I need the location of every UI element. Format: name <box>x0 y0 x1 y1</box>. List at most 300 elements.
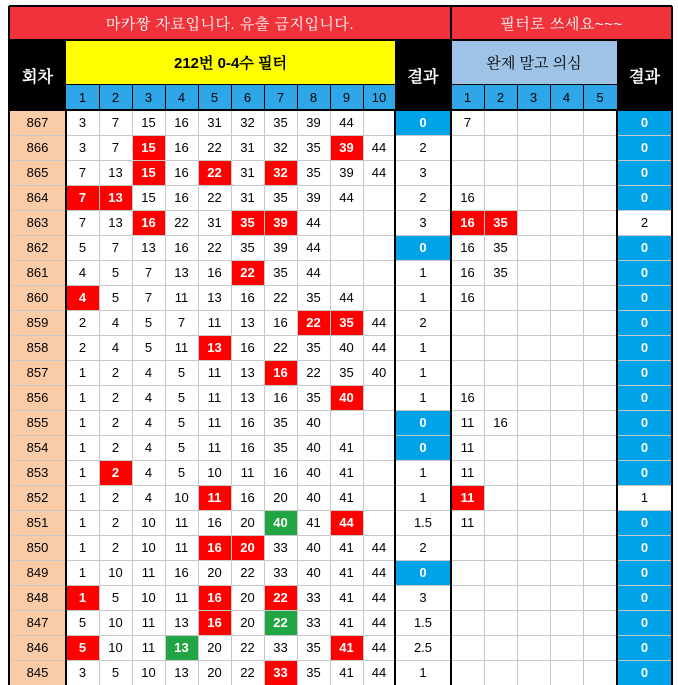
number-cell[interactable]: 5 <box>132 335 165 360</box>
exclusion-cell[interactable] <box>583 535 617 560</box>
exclusion-cell[interactable] <box>583 235 617 260</box>
number-cell[interactable]: 22 <box>264 335 297 360</box>
number-cell[interactable]: 44 <box>297 260 330 285</box>
exclusion-cell[interactable] <box>583 435 617 460</box>
number-cell[interactable]: 10 <box>132 535 165 560</box>
round-cell[interactable]: 845 <box>9 660 66 685</box>
number-cell[interactable]: 1 <box>66 510 99 535</box>
result-cell[interactable]: 1 <box>395 485 451 510</box>
number-cell[interactable]: 22 <box>198 160 231 185</box>
number-cell[interactable]: 22 <box>297 310 330 335</box>
number-cell[interactable]: 11 <box>165 535 198 560</box>
number-cell[interactable]: 3 <box>66 660 99 685</box>
number-cell[interactable]: 10 <box>99 635 132 660</box>
exclusion-cell[interactable]: 35 <box>484 235 517 260</box>
exclusion-cell[interactable] <box>583 385 617 410</box>
number-cell[interactable]: 2 <box>99 435 132 460</box>
result-cell[interactable]: 3 <box>395 585 451 610</box>
exclusion-cell[interactable] <box>583 185 617 210</box>
number-cell[interactable]: 16 <box>165 185 198 210</box>
exclusion-cell[interactable] <box>550 260 583 285</box>
number-cell[interactable]: 15 <box>132 135 165 160</box>
number-cell[interactable]: 35 <box>297 285 330 310</box>
number-cell[interactable]: 1 <box>66 410 99 435</box>
number-cell[interactable]: 11 <box>132 560 165 585</box>
number-cell[interactable]: 5 <box>99 660 132 685</box>
number-cell[interactable]: 5 <box>165 460 198 485</box>
number-cell[interactable]: 16 <box>198 260 231 285</box>
round-cell[interactable]: 867 <box>9 110 66 135</box>
exclusion-cell[interactable] <box>451 560 484 585</box>
exclusion-cell[interactable]: 16 <box>451 235 484 260</box>
number-cell[interactable]: 40 <box>297 535 330 560</box>
exclusion-cell[interactable]: 11 <box>451 510 484 535</box>
number-cell[interactable]: 7 <box>165 310 198 335</box>
exclusion-cell[interactable] <box>484 435 517 460</box>
exclusion-cell[interactable] <box>550 460 583 485</box>
number-cell[interactable]: 44 <box>363 560 395 585</box>
number-cell[interactable]: 2 <box>99 360 132 385</box>
number-cell[interactable]: 20 <box>198 660 231 685</box>
round-cell[interactable]: 857 <box>9 360 66 385</box>
number-cell[interactable]: 2 <box>66 310 99 335</box>
number-cell[interactable]: 20 <box>198 635 231 660</box>
result2-cell[interactable]: 2 <box>617 210 672 235</box>
result-cell[interactable]: 0 <box>395 235 451 260</box>
exclusion-cell[interactable] <box>484 585 517 610</box>
exclusion-cell[interactable] <box>517 535 550 560</box>
round-cell[interactable]: 855 <box>9 410 66 435</box>
number-cell[interactable]: 4 <box>132 460 165 485</box>
number-cell[interactable]: 4 <box>66 285 99 310</box>
number-cell[interactable]: 35 <box>264 185 297 210</box>
number-cell[interactable]: 7 <box>132 260 165 285</box>
number-cell[interactable]: 5 <box>66 635 99 660</box>
number-cell[interactable]: 11 <box>165 510 198 535</box>
number-cell[interactable]: 2 <box>99 410 132 435</box>
exclusion-cell[interactable] <box>451 535 484 560</box>
number-cell[interactable]: 5 <box>165 435 198 460</box>
number-cell[interactable]: 5 <box>165 410 198 435</box>
number-cell[interactable]: 10 <box>132 510 165 535</box>
round-cell[interactable]: 862 <box>9 235 66 260</box>
round-cell[interactable]: 863 <box>9 210 66 235</box>
number-cell[interactable]: 7 <box>66 160 99 185</box>
number-cell[interactable]: 22 <box>264 610 297 635</box>
number-cell[interactable]: 1 <box>66 385 99 410</box>
number-cell[interactable]: 20 <box>231 610 264 635</box>
number-cell[interactable]: 7 <box>99 235 132 260</box>
number-cell[interactable]: 16 <box>132 210 165 235</box>
number-cell[interactable]: 44 <box>363 310 395 335</box>
result-cell[interactable]: 2 <box>395 185 451 210</box>
number-cell[interactable]: 32 <box>264 135 297 160</box>
number-cell[interactable]: 41 <box>330 635 363 660</box>
number-cell[interactable]: 4 <box>99 310 132 335</box>
number-cell[interactable]: 13 <box>99 185 132 210</box>
number-cell[interactable] <box>363 260 395 285</box>
number-cell[interactable]: 13 <box>198 335 231 360</box>
number-cell[interactable]: 44 <box>363 160 395 185</box>
result-cell[interactable]: 3 <box>395 210 451 235</box>
number-cell[interactable]: 35 <box>297 335 330 360</box>
number-cell[interactable]: 35 <box>231 235 264 260</box>
exclusion-cell[interactable] <box>550 335 583 360</box>
number-cell[interactable]: 22 <box>264 285 297 310</box>
number-cell[interactable]: 20 <box>231 585 264 610</box>
title-right-banner[interactable]: 필터로 쓰세요~~~ <box>451 6 672 40</box>
number-cell[interactable]: 32 <box>264 160 297 185</box>
exclusion-cell[interactable]: 16 <box>451 260 484 285</box>
result2-cell[interactable]: 0 <box>617 385 672 410</box>
result2-cell[interactable]: 0 <box>617 360 672 385</box>
filter-col-header[interactable]: 6 <box>231 84 264 110</box>
number-cell[interactable]: 31 <box>231 135 264 160</box>
number-cell[interactable]: 40 <box>297 435 330 460</box>
number-cell[interactable] <box>330 260 363 285</box>
exclusion-cell[interactable]: 35 <box>484 210 517 235</box>
exclusion-cell[interactable] <box>583 210 617 235</box>
number-cell[interactable]: 35 <box>297 135 330 160</box>
number-cell[interactable]: 16 <box>264 460 297 485</box>
exclusion-cell[interactable] <box>550 210 583 235</box>
exclusion-cell[interactable] <box>517 435 550 460</box>
number-cell[interactable]: 1 <box>66 535 99 560</box>
result2-cell[interactable]: 0 <box>617 235 672 260</box>
exclusion-cell[interactable] <box>583 460 617 485</box>
number-cell[interactable]: 13 <box>165 610 198 635</box>
result2-cell[interactable]: 0 <box>617 410 672 435</box>
number-cell[interactable]: 7 <box>132 285 165 310</box>
number-cell[interactable]: 31 <box>198 210 231 235</box>
filter-col-header[interactable]: 10 <box>363 84 395 110</box>
number-cell[interactable]: 5 <box>165 360 198 385</box>
number-cell[interactable]: 16 <box>165 560 198 585</box>
number-cell[interactable] <box>363 110 395 135</box>
exclusion-cell[interactable] <box>451 360 484 385</box>
result-cell[interactable]: 1 <box>395 260 451 285</box>
exclusion-cell[interactable] <box>484 360 517 385</box>
number-cell[interactable]: 35 <box>264 410 297 435</box>
exclusion-cell[interactable] <box>517 560 550 585</box>
exclusion-col-header[interactable]: 4 <box>550 84 583 110</box>
number-cell[interactable]: 35 <box>297 660 330 685</box>
exclusion-cell[interactable] <box>451 610 484 635</box>
number-cell[interactable]: 10 <box>198 460 231 485</box>
number-cell[interactable]: 13 <box>198 285 231 310</box>
number-cell[interactable]: 11 <box>165 335 198 360</box>
number-cell[interactable]: 41 <box>330 535 363 560</box>
result2-cell[interactable]: 0 <box>617 335 672 360</box>
number-cell[interactable]: 41 <box>297 510 330 535</box>
number-cell[interactable]: 16 <box>231 285 264 310</box>
result2-cell[interactable]: 0 <box>617 260 672 285</box>
exclusion-cell[interactable] <box>484 160 517 185</box>
number-cell[interactable]: 44 <box>297 235 330 260</box>
number-cell[interactable]: 7 <box>66 210 99 235</box>
number-cell[interactable]: 13 <box>165 635 198 660</box>
number-cell[interactable]: 1 <box>66 585 99 610</box>
result-cell[interactable]: 2 <box>395 535 451 560</box>
number-cell[interactable]: 16 <box>231 435 264 460</box>
number-cell[interactable]: 5 <box>66 610 99 635</box>
exclusion-cell[interactable] <box>484 535 517 560</box>
number-cell[interactable] <box>363 385 395 410</box>
number-cell[interactable]: 11 <box>198 360 231 385</box>
number-cell[interactable]: 11 <box>165 585 198 610</box>
number-cell[interactable]: 31 <box>231 160 264 185</box>
exclusion-cell[interactable] <box>517 110 550 135</box>
exclusion-cell[interactable] <box>517 335 550 360</box>
exclusion-cell[interactable] <box>550 435 583 460</box>
number-cell[interactable]: 5 <box>66 235 99 260</box>
number-cell[interactable] <box>330 235 363 260</box>
exclusion-cell[interactable] <box>583 585 617 610</box>
number-cell[interactable]: 7 <box>99 110 132 135</box>
number-cell[interactable]: 33 <box>297 610 330 635</box>
exclusion-cell[interactable] <box>583 635 617 660</box>
number-cell[interactable]: 11 <box>198 485 231 510</box>
exclusion-col-header[interactable]: 5 <box>583 84 617 110</box>
number-cell[interactable]: 41 <box>330 460 363 485</box>
number-cell[interactable]: 20 <box>231 510 264 535</box>
number-cell[interactable]: 2 <box>99 485 132 510</box>
exclusion-cell[interactable] <box>451 310 484 335</box>
exclusion-cell[interactable] <box>451 585 484 610</box>
number-cell[interactable]: 2 <box>99 535 132 560</box>
number-cell[interactable]: 35 <box>231 210 264 235</box>
result2-cell[interactable]: 0 <box>617 560 672 585</box>
number-cell[interactable]: 16 <box>231 485 264 510</box>
exclusion-cell[interactable] <box>484 310 517 335</box>
number-cell[interactable]: 44 <box>363 635 395 660</box>
result2-cell[interactable]: 1 <box>617 485 672 510</box>
number-cell[interactable]: 7 <box>99 135 132 160</box>
number-cell[interactable] <box>363 285 395 310</box>
exclusion-cell[interactable] <box>583 160 617 185</box>
number-cell[interactable]: 40 <box>297 560 330 585</box>
number-cell[interactable]: 44 <box>363 535 395 560</box>
result-cell[interactable]: 1.5 <box>395 610 451 635</box>
exclusion-cell[interactable] <box>484 110 517 135</box>
number-cell[interactable]: 33 <box>264 635 297 660</box>
exclusion-cell[interactable] <box>517 610 550 635</box>
number-cell[interactable]: 22 <box>297 360 330 385</box>
number-cell[interactable]: 44 <box>363 585 395 610</box>
exclusion-cell[interactable] <box>583 310 617 335</box>
number-cell[interactable]: 39 <box>264 210 297 235</box>
exclusion-cell[interactable] <box>550 385 583 410</box>
result2-header[interactable]: 결과 <box>617 40 672 110</box>
round-header[interactable]: 회차 <box>9 40 66 110</box>
number-cell[interactable]: 1 <box>66 435 99 460</box>
number-cell[interactable]: 40 <box>297 410 330 435</box>
number-cell[interactable]: 3 <box>66 110 99 135</box>
number-cell[interactable] <box>363 435 395 460</box>
number-cell[interactable]: 16 <box>231 410 264 435</box>
exclusion-cell[interactable] <box>517 660 550 685</box>
exclusion-cell[interactable] <box>484 460 517 485</box>
number-cell[interactable]: 4 <box>132 435 165 460</box>
exclusion-cell[interactable] <box>583 485 617 510</box>
exclusion-cell[interactable] <box>550 160 583 185</box>
exclusion-cell[interactable] <box>484 285 517 310</box>
number-cell[interactable]: 22 <box>231 560 264 585</box>
round-cell[interactable]: 852 <box>9 485 66 510</box>
number-cell[interactable]: 40 <box>330 335 363 360</box>
exclusion-cell[interactable] <box>517 410 550 435</box>
exclusion-cell[interactable] <box>550 360 583 385</box>
number-cell[interactable]: 1 <box>66 460 99 485</box>
number-cell[interactable]: 1 <box>66 485 99 510</box>
exclusion-cell[interactable]: 16 <box>451 285 484 310</box>
exclusion-cell[interactable] <box>550 585 583 610</box>
number-cell[interactable]: 1 <box>66 360 99 385</box>
number-cell[interactable]: 16 <box>264 360 297 385</box>
number-cell[interactable]: 22 <box>231 660 264 685</box>
number-cell[interactable]: 11 <box>198 385 231 410</box>
number-cell[interactable]: 44 <box>330 510 363 535</box>
number-cell[interactable]: 13 <box>165 660 198 685</box>
exclusion-cell[interactable] <box>583 135 617 160</box>
exclusion-cell[interactable] <box>583 410 617 435</box>
number-cell[interactable]: 44 <box>363 660 395 685</box>
round-cell[interactable]: 864 <box>9 185 66 210</box>
exclusion-header[interactable]: 완제 말고 의심 <box>451 40 617 84</box>
number-cell[interactable]: 44 <box>363 135 395 160</box>
number-cell[interactable]: 3 <box>66 135 99 160</box>
number-cell[interactable]: 13 <box>231 360 264 385</box>
exclusion-cell[interactable] <box>583 610 617 635</box>
result2-cell[interactable]: 0 <box>617 285 672 310</box>
exclusion-cell[interactable] <box>550 560 583 585</box>
number-cell[interactable]: 33 <box>264 660 297 685</box>
number-cell[interactable]: 31 <box>231 185 264 210</box>
exclusion-cell[interactable] <box>583 335 617 360</box>
exclusion-cell[interactable] <box>517 635 550 660</box>
exclusion-cell[interactable] <box>451 135 484 160</box>
number-cell[interactable]: 16 <box>198 610 231 635</box>
round-cell[interactable]: 858 <box>9 335 66 360</box>
number-cell[interactable]: 4 <box>66 260 99 285</box>
number-cell[interactable]: 16 <box>198 585 231 610</box>
number-cell[interactable] <box>363 485 395 510</box>
filter-col-header[interactable]: 3 <box>132 84 165 110</box>
result-cell[interactable]: 0 <box>395 410 451 435</box>
number-cell[interactable]: 35 <box>330 360 363 385</box>
round-cell[interactable]: 846 <box>9 635 66 660</box>
number-cell[interactable]: 1 <box>66 560 99 585</box>
exclusion-cell[interactable] <box>550 110 583 135</box>
result2-cell[interactable]: 0 <box>617 510 672 535</box>
number-cell[interactable]: 22 <box>231 260 264 285</box>
round-cell[interactable]: 856 <box>9 385 66 410</box>
result2-cell[interactable]: 0 <box>617 460 672 485</box>
exclusion-cell[interactable] <box>484 385 517 410</box>
number-cell[interactable]: 11 <box>132 610 165 635</box>
filter-col-header[interactable]: 4 <box>165 84 198 110</box>
number-cell[interactable]: 44 <box>297 210 330 235</box>
number-cell[interactable]: 22 <box>198 185 231 210</box>
number-cell[interactable]: 22 <box>198 235 231 260</box>
round-cell[interactable]: 866 <box>9 135 66 160</box>
exclusion-cell[interactable] <box>517 285 550 310</box>
number-cell[interactable]: 33 <box>264 535 297 560</box>
number-cell[interactable]: 39 <box>297 110 330 135</box>
exclusion-cell[interactable] <box>451 660 484 685</box>
exclusion-col-header[interactable]: 1 <box>451 84 484 110</box>
exclusion-cell[interactable] <box>517 235 550 260</box>
number-cell[interactable] <box>363 460 395 485</box>
exclusion-cell[interactable] <box>550 285 583 310</box>
exclusion-cell[interactable] <box>583 110 617 135</box>
result-cell[interactable]: 1 <box>395 660 451 685</box>
result-cell[interactable]: 0 <box>395 560 451 585</box>
exclusion-cell[interactable] <box>550 485 583 510</box>
number-cell[interactable]: 35 <box>297 635 330 660</box>
result-cell[interactable]: 1 <box>395 460 451 485</box>
number-cell[interactable]: 4 <box>99 335 132 360</box>
result2-cell[interactable]: 0 <box>617 160 672 185</box>
number-cell[interactable]: 11 <box>198 410 231 435</box>
exclusion-cell[interactable] <box>583 560 617 585</box>
number-cell[interactable]: 41 <box>330 485 363 510</box>
number-cell[interactable]: 13 <box>99 160 132 185</box>
number-cell[interactable]: 11 <box>165 285 198 310</box>
number-cell[interactable] <box>363 510 395 535</box>
exclusion-cell[interactable] <box>550 235 583 260</box>
number-cell[interactable]: 11 <box>198 435 231 460</box>
exclusion-cell[interactable] <box>517 510 550 535</box>
filter-col-header[interactable]: 2 <box>99 84 132 110</box>
round-cell[interactable]: 854 <box>9 435 66 460</box>
result-cell[interactable]: 1 <box>395 385 451 410</box>
exclusion-cell[interactable] <box>484 135 517 160</box>
exclusion-cell[interactable] <box>550 185 583 210</box>
exclusion-cell[interactable]: 11 <box>451 435 484 460</box>
exclusion-cell[interactable] <box>517 360 550 385</box>
number-cell[interactable]: 10 <box>99 560 132 585</box>
exclusion-cell[interactable]: 7 <box>451 110 484 135</box>
number-cell[interactable] <box>363 235 395 260</box>
result2-cell[interactable]: 0 <box>617 610 672 635</box>
number-cell[interactable]: 10 <box>132 585 165 610</box>
number-cell[interactable]: 44 <box>330 110 363 135</box>
number-cell[interactable]: 35 <box>330 310 363 335</box>
exclusion-cell[interactable] <box>583 260 617 285</box>
result2-cell[interactable]: 0 <box>617 635 672 660</box>
number-cell[interactable]: 11 <box>231 460 264 485</box>
exclusion-cell[interactable] <box>484 610 517 635</box>
number-cell[interactable]: 39 <box>330 135 363 160</box>
exclusion-cell[interactable] <box>517 160 550 185</box>
result2-cell[interactable]: 0 <box>617 135 672 160</box>
exclusion-cell[interactable] <box>550 135 583 160</box>
number-cell[interactable]: 15 <box>132 185 165 210</box>
exclusion-cell[interactable] <box>451 635 484 660</box>
number-cell[interactable]: 40 <box>297 460 330 485</box>
result2-cell[interactable]: 0 <box>617 535 672 560</box>
filter-header[interactable]: 212번 0-4수 필터 <box>66 40 395 84</box>
number-cell[interactable]: 44 <box>330 285 363 310</box>
exclusion-cell[interactable]: 16 <box>484 410 517 435</box>
number-cell[interactable]: 16 <box>198 535 231 560</box>
number-cell[interactable]: 31 <box>198 110 231 135</box>
exclusion-cell[interactable] <box>550 535 583 560</box>
filter-col-header[interactable]: 8 <box>297 84 330 110</box>
number-cell[interactable]: 13 <box>132 235 165 260</box>
exclusion-cell[interactable] <box>583 360 617 385</box>
